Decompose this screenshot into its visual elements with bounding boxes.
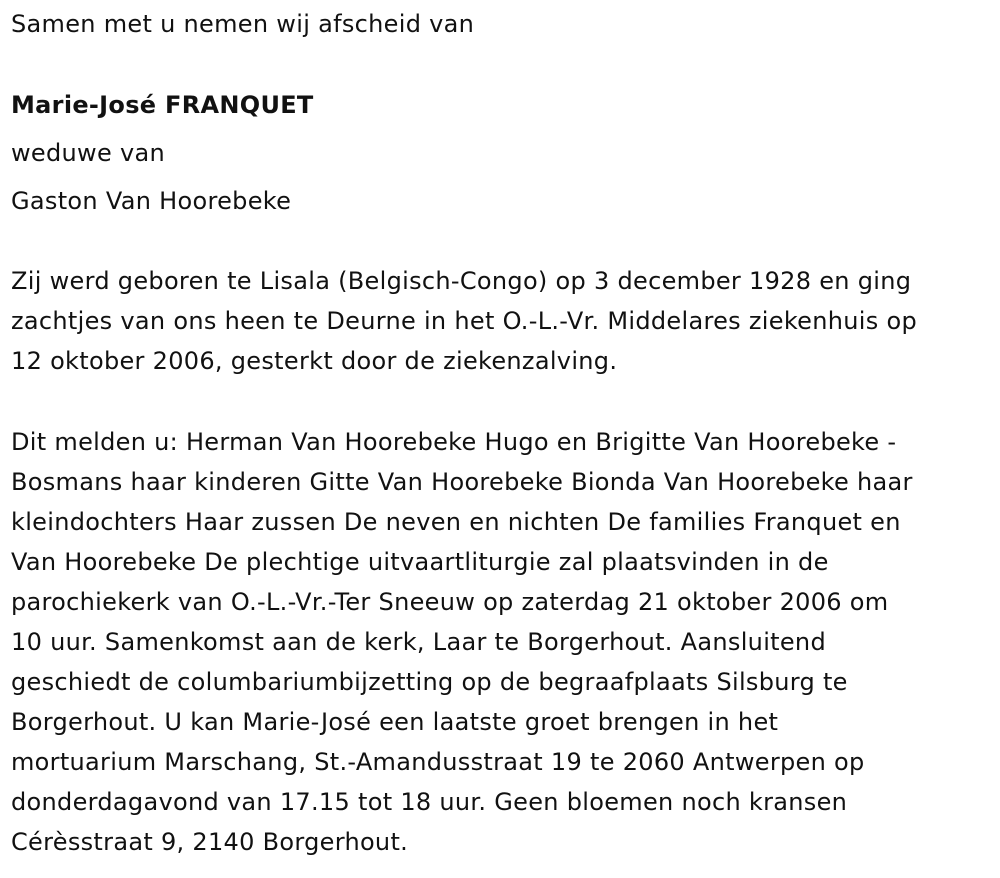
intro-text: Samen met u nemen wij afscheid van — [11, 10, 475, 38]
paragraph-line: parochiekerk van O.-L.-Vr.-Ter Sneeuw op zaterdag 21 oktober 2006 om — [11, 588, 889, 616]
birth-death-paragraph — [11, 261, 917, 381]
paragraph-line: Van Hoorebeke De plechtige uitvaartliturgie zal plaatsvinden in de — [11, 548, 829, 576]
paragraph-line: donderdagavond van 17.15 tot 18 uur. Geen bloemen noch kransen — [11, 788, 848, 816]
widow-of-label: weduwe van — [11, 139, 165, 167]
paragraph-line: 10 uur. Samenkomst aan de kerk, Laar te Borgerhout. Aansluitend — [11, 628, 826, 656]
paragraph-line: geschiedt de columbariumbijzetting op de begraafplaats Silsburg te — [11, 668, 848, 696]
paragraph-line: zachtjes van ons heen te Deurne in het O.-L.-Vr. Middelares ziekenhuis op — [11, 307, 917, 335]
paragraph-line: Dit melden u: Herman Van Hoorebeke Hugo en Brigitte Van Hoorebeke - — [11, 428, 897, 456]
paragraph-line: kleindochters Haar zussen De neven en nichten De families Franquet en — [11, 508, 901, 536]
paragraph-line: Zij werd geboren te Lisala (Belgisch-Congo) op 3 december 1928 en ging — [11, 267, 912, 295]
spouse-name: Gaston Van Hoorebeke — [11, 187, 292, 215]
paragraph-line: Bosmans haar kinderen Gitte Van Hoorebeke Bionda Van Hoorebeke haar — [11, 468, 913, 496]
paragraph-line: mortuarium Marschang, St.-Amandusstraat 19 te 2060 Antwerpen op — [11, 748, 865, 776]
announcement-paragraph — [11, 422, 913, 862]
deceased-name: Marie-José FRANQUET — [11, 91, 314, 119]
paragraph-line: 12 oktober 2006, gesterkt door de ziekenzalving. — [11, 347, 618, 375]
paragraph-line: Borgerhout. U kan Marie-José een laatste groet brengen in het — [11, 708, 779, 736]
paragraph-line: Cérèsstraat 9, 2140 Borgerhout. — [11, 828, 409, 856]
